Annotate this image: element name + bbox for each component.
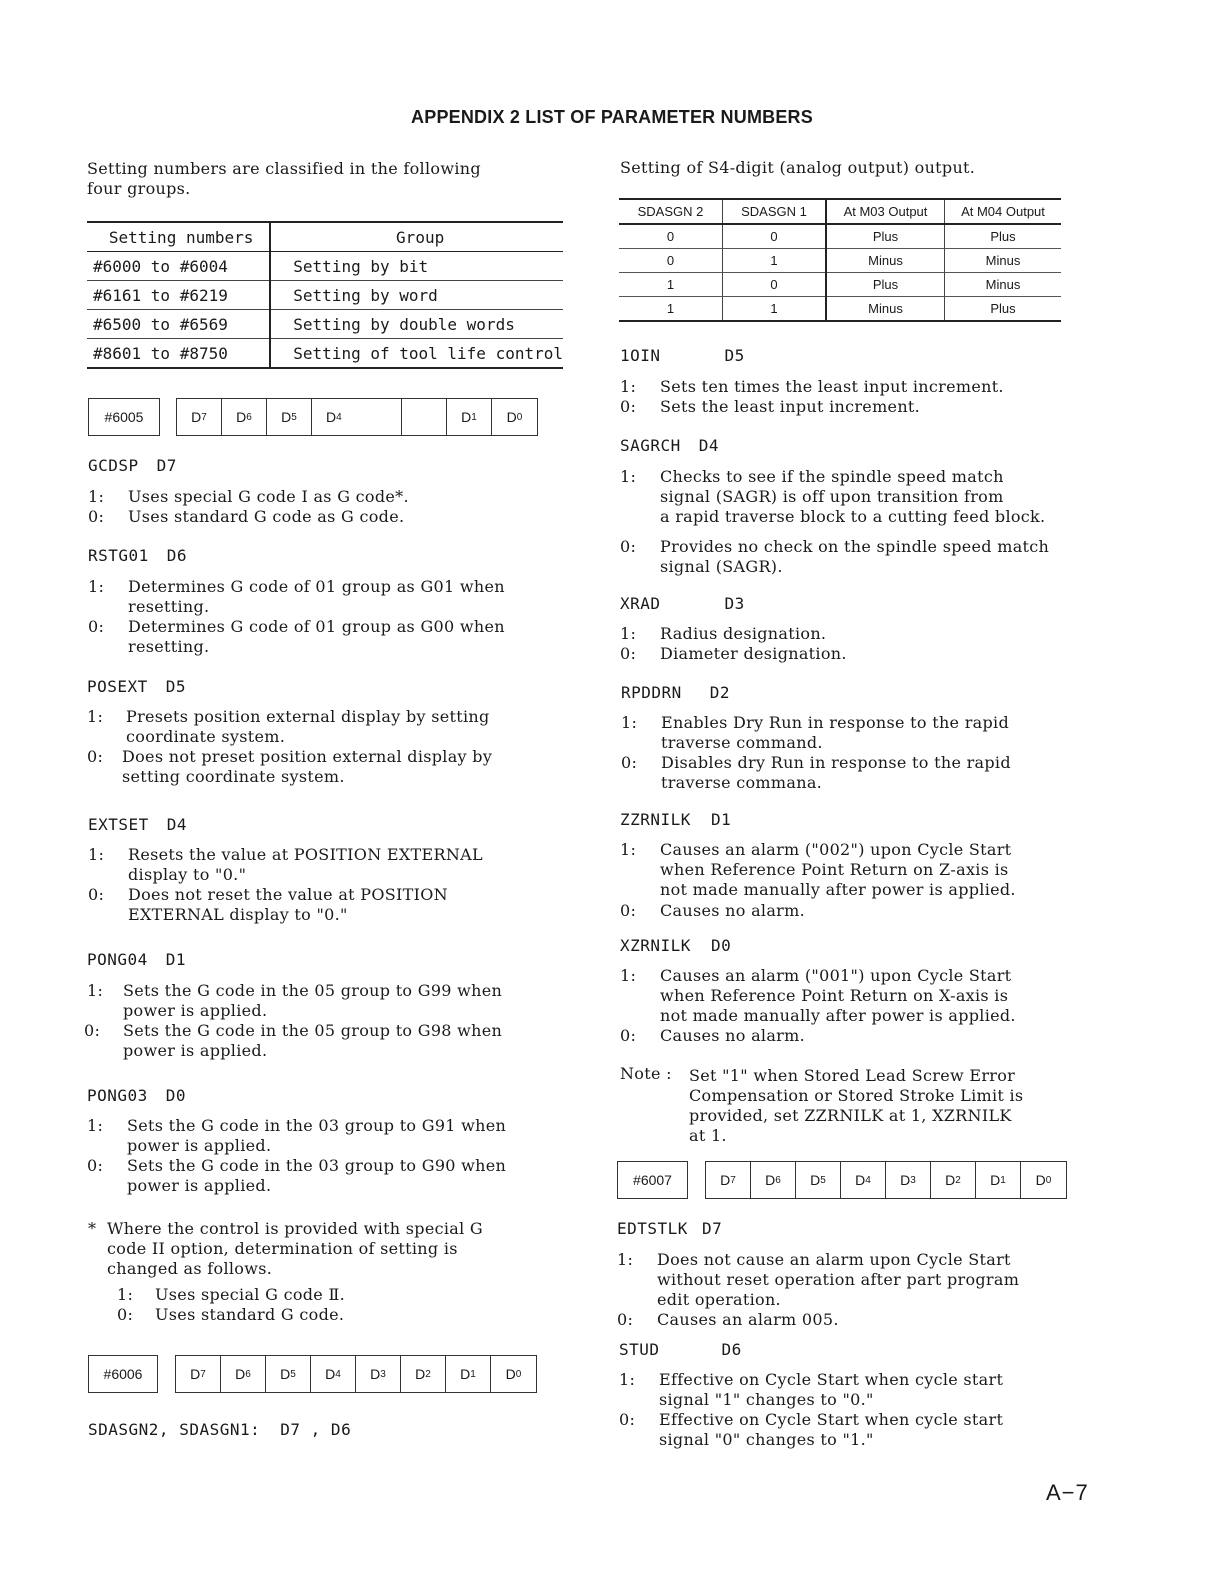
bit-cell-blank [402, 399, 447, 435]
param-sagrch: SAGRCH D4 [620, 436, 720, 455]
table-cell: Plus [826, 224, 945, 249]
table-cell: 0 [619, 224, 723, 249]
table-cell: Minus [945, 273, 1062, 297]
param-number: #6005 [88, 398, 160, 436]
param-xzrnilk: XZRNILK D0 [620, 936, 732, 955]
table-cell: #8601 to #8750 [87, 339, 270, 369]
param-pong03: PONG03 D0 [87, 1086, 187, 1105]
param-edtstlk: EDTSTLK D7 [617, 1219, 723, 1238]
bit-cell-d0: D 0 [1035, 1172, 1052, 1188]
param-posext: POSEXT D5 [87, 677, 187, 696]
left-intro-line: four groups. [87, 179, 191, 198]
bit-cell-d5: D 5 [267, 399, 312, 435]
header-setting-numbers: Setting numbers [87, 223, 270, 252]
param-number: #6007 [617, 1161, 688, 1199]
param-zzrnilk: ZZRNILK D1 [620, 810, 732, 829]
bit-cell-d0: D 0 [506, 409, 523, 425]
header-group: Group [270, 223, 563, 252]
bit-cell-d2: D 2 [931, 1162, 976, 1198]
bit-cell-d4: D 4 [312, 399, 402, 435]
bit-cell-d4: D 4 [311, 1356, 356, 1392]
bit-cell-d7: D 7 [177, 399, 222, 435]
bit-cell-d0: D 0 [505, 1366, 522, 1382]
bit-cell-d3: D 3 [356, 1356, 401, 1392]
bit-cell-d7: D 7 [706, 1162, 751, 1198]
param-number: #6006 [88, 1355, 158, 1393]
table-cell: Minus [945, 249, 1062, 273]
table-cell: Plus [826, 273, 945, 297]
table-header-row [619, 200, 1061, 224]
table-cell: Setting by word [270, 281, 563, 310]
left-intro [87, 159, 481, 199]
table-cell: Plus [945, 224, 1062, 249]
table-row [87, 339, 563, 369]
param-xrad: XRAD D3 [620, 594, 745, 613]
table-row [87, 252, 563, 281]
param-sdasgn: SDASGN2, SDASGN1: D7 , D6 [88, 1420, 352, 1439]
param-rpddrn: RPDDRN D2 [621, 683, 731, 702]
bit-cell-d2: D 2 [401, 1356, 446, 1392]
bit-cell-d6: D 6 [222, 399, 267, 435]
param-6007-bit-diagram [617, 1161, 1067, 1199]
header-sdasgn1: SDASGN 1 [723, 200, 827, 224]
table-cell: 1 [619, 273, 723, 297]
param-ioin: 1OIN D5 [620, 346, 745, 365]
bit-cell-d4: D 4 [841, 1162, 886, 1198]
left-intro-line: Setting numbers are classified in the following [87, 159, 481, 178]
table-cell: Setting by bit [270, 252, 563, 281]
param-pong04: PONG04 D1 [87, 950, 187, 969]
table-row [619, 273, 1061, 297]
table-row [619, 249, 1061, 273]
header-m04: At M04 Output [945, 200, 1062, 224]
param-6006-bit-diagram [88, 1355, 537, 1393]
bit-cell-d5: D 5 [796, 1162, 841, 1198]
table-cell: 1 [723, 249, 827, 273]
table-cell: 1 [619, 297, 723, 322]
table-row [87, 310, 563, 339]
table-cell: 0 [619, 249, 723, 273]
page-title: APPENDIX 2 LIST OF PARAMETER NUMBERS [411, 107, 813, 127]
table-row [619, 224, 1061, 249]
table-header-row [87, 223, 563, 252]
param-stud: STUD D6 [619, 1340, 742, 1359]
bit-cell-d3: D 3 [886, 1162, 931, 1198]
table-row [619, 297, 1061, 322]
table-cell: #6000 to #6004 [87, 252, 270, 281]
bit-cell-d6: D 6 [221, 1356, 266, 1392]
table-cell: Minus [826, 249, 945, 273]
table-cell: Setting by double words [270, 310, 563, 339]
table-cell: 0 [723, 273, 827, 297]
bit-cell-d1: D 1 [447, 399, 492, 435]
bit-cell-d1: D 1 [976, 1162, 1021, 1198]
bit-cell-d6: D 6 [751, 1162, 796, 1198]
table-cell: Setting of tool life control [270, 339, 563, 369]
param-extset: EXTSET D4 [88, 815, 188, 834]
param-gcdsp: GCDSP D7 [88, 456, 177, 475]
bit-cells [175, 1355, 537, 1393]
param-rstg01: RSTG01 D6 [88, 546, 188, 565]
table-cell: 0 [723, 224, 827, 249]
table-row [87, 281, 563, 310]
bit-cell-d5: D 5 [266, 1356, 311, 1392]
param-6005-bit-diagram [88, 398, 538, 436]
header-sdasgn2: SDASGN 2 [619, 200, 723, 224]
sdasgn-table [619, 200, 1061, 322]
bit-cell-d7: D 7 [176, 1356, 221, 1392]
bit-cell-d1: D 1 [446, 1356, 491, 1392]
header-m03: At M03 Output [826, 200, 945, 224]
group-table [87, 223, 563, 369]
bit-cells [705, 1161, 1067, 1199]
table-cell: 1 [723, 297, 827, 322]
table-cell: #6161 to #6219 [87, 281, 270, 310]
right-intro: Setting of S4-digit (analog output) output. [620, 158, 976, 177]
page-number: A−7 [1046, 1480, 1089, 1505]
table-cell: Minus [826, 297, 945, 322]
table-cell: #6500 to #6569 [87, 310, 270, 339]
table-cell: Plus [945, 297, 1062, 322]
bit-cells [176, 398, 538, 436]
